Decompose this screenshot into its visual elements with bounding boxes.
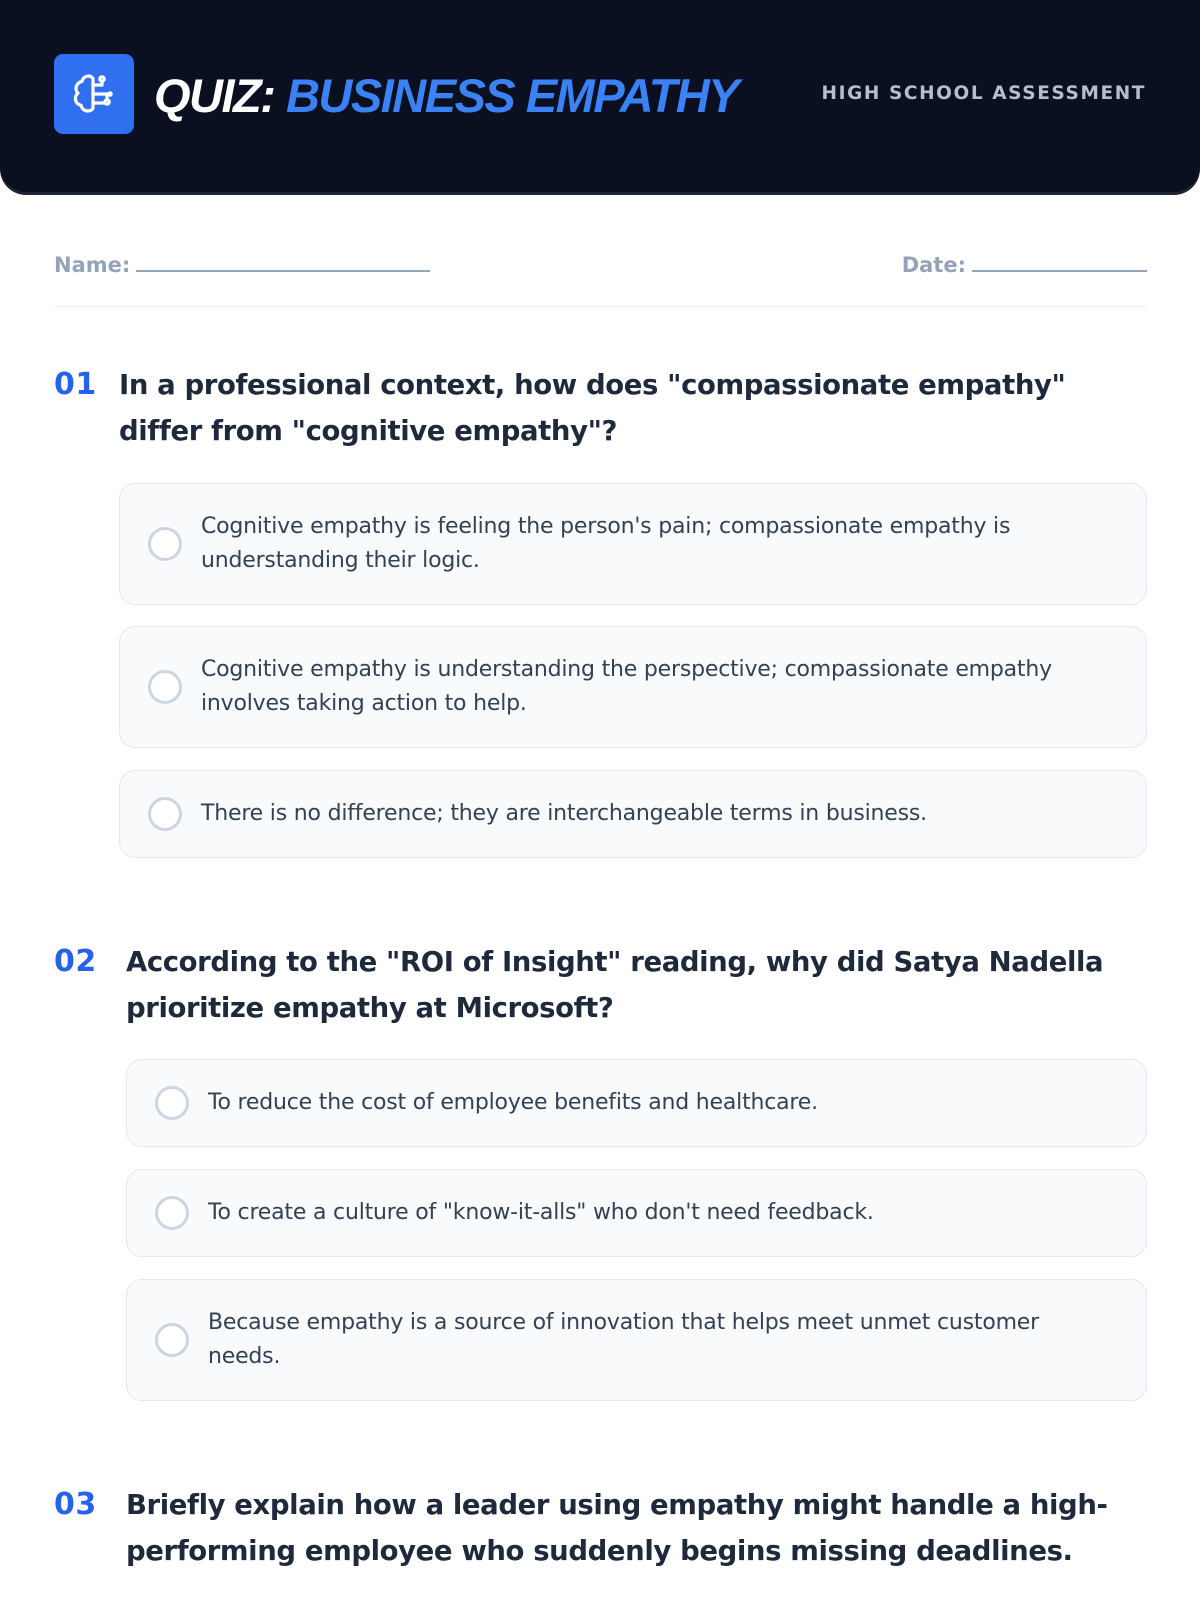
divider [54, 306, 1147, 307]
student-info-row [54, 250, 1147, 278]
question-number: 03 [54, 1487, 97, 1522]
radio-button[interactable] [155, 1086, 189, 1120]
radio-button[interactable] [148, 797, 182, 831]
question-number: 01 [54, 367, 97, 402]
quiz-subtitle: HIGH SCHOOL ASSESSMENT [821, 83, 1146, 104]
option-text: Cognitive empathy is understanding the perspective; compassionate empathy involves taking action to help. [201, 657, 1052, 716]
answer-option[interactable] [126, 1279, 1147, 1401]
answer-option[interactable] [119, 483, 1147, 605]
radio-button[interactable] [155, 1323, 189, 1357]
title-main: BUSINESS EMPATHY [285, 69, 739, 122]
question-number: 02 [54, 944, 97, 979]
option-text: To reduce the cost of employee benefits and healthcare. [208, 1090, 818, 1115]
name-label: Name: [54, 253, 131, 277]
answer-option[interactable] [119, 770, 1147, 858]
answer-option[interactable] [126, 1169, 1147, 1257]
date-label: Date: [901, 253, 966, 277]
name-field[interactable] [54, 250, 430, 277]
question-text: In a professional context, how does "compassionate empathy" differ from "cognitive empathy"? [119, 369, 1066, 447]
option-text: Because empathy is a source of innovation that helps meet unmet customer needs. [208, 1310, 1039, 1369]
name-blank-line[interactable] [136, 250, 430, 272]
option-text: Cognitive empathy is feeling the person's pain; compassionate empathy is understanding their logic. [201, 514, 1011, 573]
question-text: Briefly explain how a leader using empathy might handle a high-performing employee who suddenly begins missing deadlines. [126, 1489, 1108, 1567]
radio-button[interactable] [155, 1196, 189, 1230]
brain-icon [69, 69, 119, 119]
radio-button[interactable] [148, 670, 182, 704]
answer-option[interactable] [126, 1059, 1147, 1147]
answer-option[interactable] [119, 626, 1147, 748]
title-prefix: QUIZ: [154, 69, 275, 122]
option-text: There is no difference; they are interchangeable terms in business. [201, 801, 927, 826]
question-text: According to the "ROI of Insight" reading, why did Satya Nadella prioritize empathy at Microsoft? [126, 946, 1104, 1024]
date-blank-line[interactable] [972, 250, 1147, 272]
date-field[interactable] [902, 250, 1147, 277]
radio-button[interactable] [148, 527, 182, 561]
quiz-title [154, 66, 738, 126]
option-text: To create a culture of "know-it-alls" who don't need feedback. [208, 1200, 874, 1225]
quiz-header [0, 0, 1200, 192]
logo [54, 54, 134, 134]
